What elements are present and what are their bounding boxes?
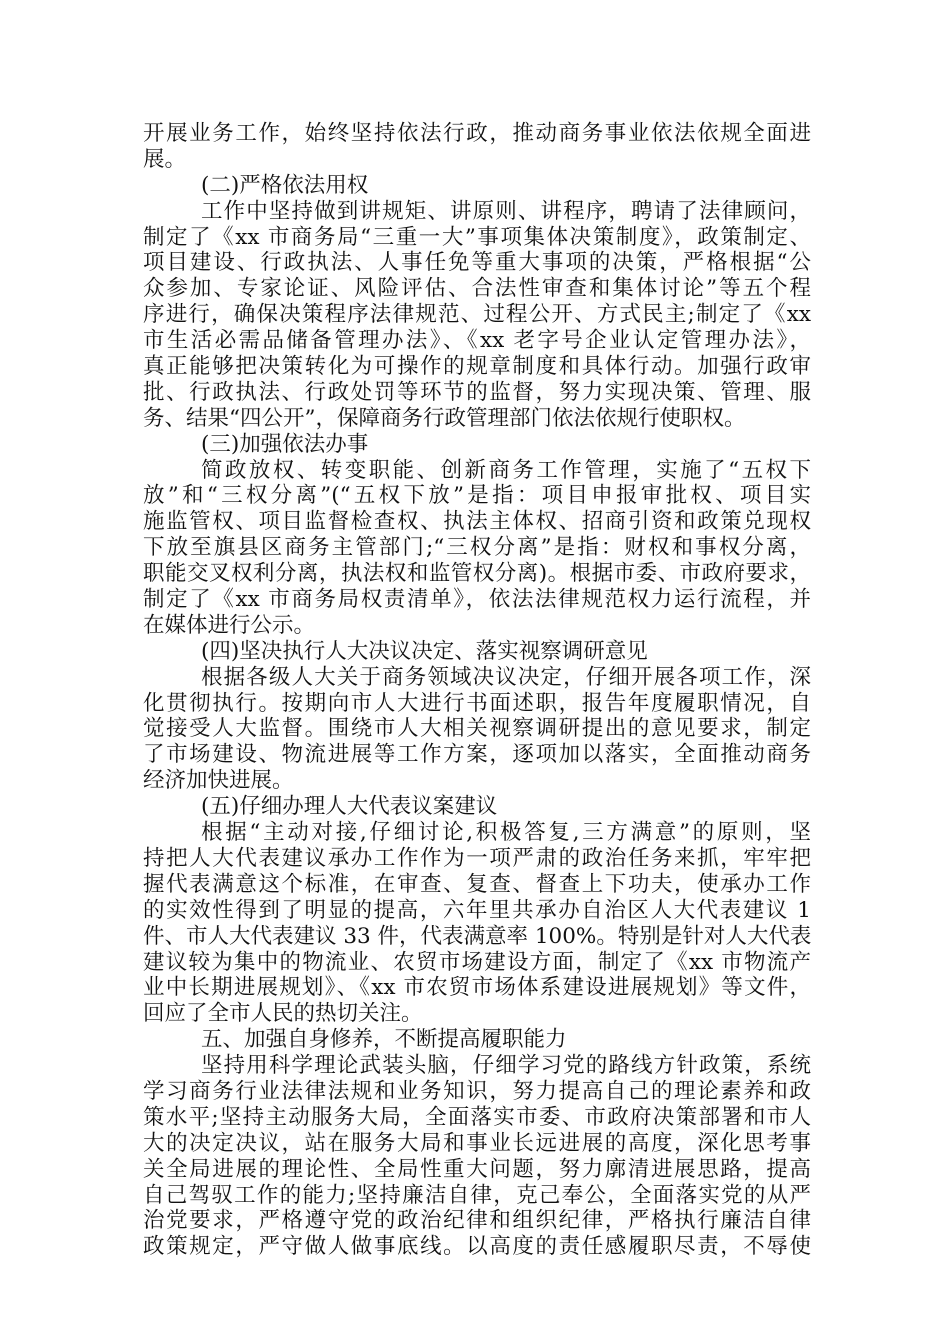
text-line: 下放至旗县区商务主管部门;“三权分离”是指：财权和事权分离， (143, 535, 811, 561)
text-line: 策水平;坚持主动服务大局，全面落实市委、市政府决策部署和市人 (143, 1104, 811, 1130)
text-line: 真正能够把决策转化为可操作的规章制度和具体行动。加强行政审 (143, 354, 811, 380)
text-line: 学习商务行业法律法规和业务知识，努力提高自己的理论素养和政 (143, 1078, 811, 1104)
text-line: 件、市人大代表建议 33 件，代表满意率 100%。特别是针对人大代表 (143, 923, 812, 949)
text-line: 简政放权、转变职能、创新商务工作管理，实施了“五权下 (201, 457, 811, 483)
text-line: 回应了全市人民的热切关注。 (143, 1001, 423, 1027)
text-line: 持把人大代表建议承办工作作为一项严肃的政治任务来抓，牢牢把 (143, 845, 811, 871)
text-line: 批、行政执法、行政处罚等环节的监督，努力实现决策、管理、服 (143, 379, 811, 405)
text-line: 治党要求，严格遵守党的政治纪律和组织纪律，严格执行廉洁自律 (143, 1208, 811, 1234)
section-heading: (五)仔细办理人大代表议案建议 (201, 794, 498, 820)
text-line: 根据“主动对接,仔细讨论,积极答复,三方满意”的原则，坚 (201, 820, 811, 846)
text-line: 市生活必需品储备管理办法》、《xx 老字号企业认定管理办法》， (143, 328, 811, 354)
text-line: 务、结果“四公开”，保障商务行政管理部门依法依规行使职权。 (143, 405, 746, 431)
text-line: 自己驾驭工作的能力;坚持廉洁自律，克己奉公，全面落实党的从严 (143, 1182, 811, 1208)
text-line: 觉接受人大监督。围绕市人大相关视察调研提出的意见要求，制定 (143, 716, 811, 742)
text-line: 坚持用科学理论武装头脑，仔细学习党的路线方针政策，系统 (201, 1053, 811, 1079)
text-line: 握代表满意这个标准，在审查、复查、督查上下功夫，使承办工作 (143, 871, 811, 897)
text-line: 关全局进展的理论性、全局性重大问题，努力廓清进展思路，提高 (143, 1156, 811, 1182)
section-heading: (二)严格依法用权 (201, 172, 369, 198)
text-line: 展。 (143, 146, 187, 172)
text-line: 众参加、专家论证、风险评估、合法性审查和集体讨论”等五个程 (143, 276, 811, 302)
text-line: 项目建设、行政执法、人事任免等重大事项的决策，严格根据“公 (143, 250, 811, 276)
text-line: 职能交叉权利分离，执法权和监管权分离)。根据市委、市政府要求， (143, 561, 811, 587)
text-line: 开展业务工作，始终坚持依法行政，推动商务事业依法依规全面进 (143, 121, 811, 146)
text-line: 建议较为集中的物流业、农贸市场建设方面，制定了《xx 市物流产 (143, 949, 811, 975)
document-body (143, 121, 811, 1260)
text-line: 放”和“三权分离”(“五权下放”是指：项目申报审批权、项目实 (143, 483, 811, 509)
text-line: 政策规定，严守做人做事底线。以高度的责任感履职尽责，不辱使 (143, 1234, 811, 1260)
text-line: 化贯彻执行。按期向市人大进行书面述职，报告年度履职情况，自 (143, 690, 811, 716)
text-line: 经济加快进展。 (143, 768, 294, 794)
text-line: 了市场建设、物流进展等工作方案，逐项加以落实，全面推动商务 (143, 742, 811, 768)
section-heading: (三)加强依法办事 (201, 431, 369, 457)
text-line: 施监管权、项目监督检查权、执法主体权、招商引资和政策兑现权 (143, 509, 811, 535)
section-heading: 五、加强自身修养，不断提高履职能力 (201, 1027, 567, 1053)
text-line: 根据各级人大关于商务领域决议决定，仔细开展各项工作，深 (201, 664, 811, 690)
text-line: 制定了《xx 市商务局权责清单》，依法法律规范权力运行流程，并 (143, 587, 811, 613)
text-line: 序进行，确保决策程序法律规范、过程公开、方式民主;制定了《xx (143, 302, 811, 328)
text-line: 在媒体进行公示。 (143, 612, 316, 638)
text-line: 工作中坚持做到讲规矩、讲原则、讲程序，聘请了法律顾问， (201, 198, 811, 224)
text-line: 大的决定决议，站在服务大局和事业长远进展的高度，深化思考事 (143, 1130, 811, 1156)
text-line: 业中长期进展规划》、《xx 市农贸市场体系建设进展规划》等文件， (143, 975, 811, 1001)
section-heading: (四)坚决执行人大决议决定、落实视察调研意见 (201, 638, 648, 664)
text-line: 的实效性得到了明显的提高，六年里共承办自治区人大代表建议 1 (143, 897, 811, 923)
text-line: 制定了《xx 市商务局“三重一大”事项集体决策制度》，政策制定、 (143, 224, 811, 250)
